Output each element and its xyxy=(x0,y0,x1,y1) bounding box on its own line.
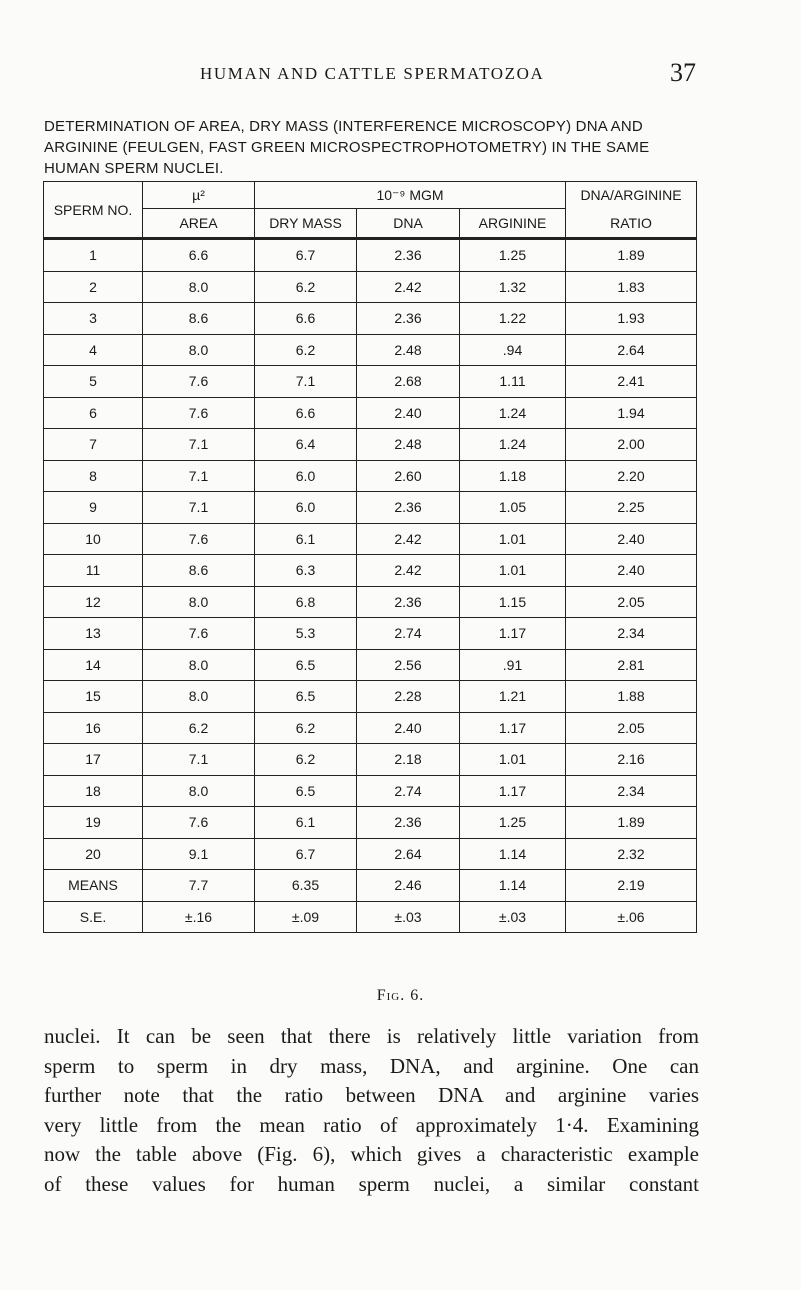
table-cell: 5.3 xyxy=(255,618,357,650)
table-cell: 6.3 xyxy=(255,555,357,587)
table-cell: 2.32 xyxy=(566,838,697,870)
table-cell: 2.64 xyxy=(357,838,460,870)
table-row xyxy=(44,555,697,587)
table-cell: ±.09 xyxy=(255,901,357,933)
table-cell: 8.6 xyxy=(143,555,255,587)
table-cell: 1.17 xyxy=(460,775,566,807)
table-cell: 1.01 xyxy=(460,555,566,587)
table-row xyxy=(44,586,697,618)
table-cell: 6.6 xyxy=(143,239,255,272)
table-cell: 2 xyxy=(44,271,143,303)
table-cell: 7.1 xyxy=(255,366,357,398)
table-row xyxy=(44,523,697,555)
table-cell: 2.36 xyxy=(357,303,460,335)
table-cell: 6.5 xyxy=(255,775,357,807)
table-cell: 7.6 xyxy=(143,523,255,555)
table-cell: 2.36 xyxy=(357,807,460,839)
header-dna: DNA xyxy=(357,209,460,239)
table-cell: 2.40 xyxy=(357,712,460,744)
header-area: AREA xyxy=(143,209,255,239)
table-cell: 2.64 xyxy=(566,334,697,366)
header-arginine: ARGININE xyxy=(460,209,566,239)
table-cell: 1.01 xyxy=(460,523,566,555)
table-cell: 12 xyxy=(44,586,143,618)
table-cell: 1.24 xyxy=(460,429,566,461)
table-cell: 1.17 xyxy=(460,618,566,650)
data-table xyxy=(43,181,697,933)
table-cell: 3 xyxy=(44,303,143,335)
body-paragraph xyxy=(44,1022,699,1199)
header-area-unit: µ² xyxy=(143,182,255,209)
table-cell: 6.8 xyxy=(255,586,357,618)
table-row xyxy=(44,366,697,398)
table-row xyxy=(44,744,697,776)
table-cell: 2.42 xyxy=(357,555,460,587)
body-line: very little from the mean ratio of approximately 1·4. Examining xyxy=(44,1112,699,1137)
table-cell: 1.25 xyxy=(460,239,566,272)
table-cell: 11 xyxy=(44,555,143,587)
table-cell: 8.0 xyxy=(143,681,255,713)
table-row xyxy=(44,239,697,272)
table-cell: 8.0 xyxy=(143,649,255,681)
table-cell: 6.6 xyxy=(255,397,357,429)
table-cell: 6.5 xyxy=(255,681,357,713)
table-row xyxy=(44,303,697,335)
table-header xyxy=(44,182,697,239)
caption-line: DETERMINATION OF AREA, DRY MASS (INTERFERENCE MICROSCOPY) DNA AND xyxy=(44,118,643,135)
table-cell: 16 xyxy=(44,712,143,744)
table-cell: 9.1 xyxy=(143,838,255,870)
table-cell: 7.6 xyxy=(143,397,255,429)
table-cell: 6.7 xyxy=(255,239,357,272)
caption-line: HUMAN SPERM NUCLEI. xyxy=(44,160,224,177)
table-cell: 2.18 xyxy=(357,744,460,776)
table-cell: 2.48 xyxy=(357,334,460,366)
table-cell: ±.06 xyxy=(566,901,697,933)
table-cell: 6.0 xyxy=(255,460,357,492)
header-sperm-no: SPERM NO. xyxy=(44,182,143,239)
table-cell: 7.6 xyxy=(143,366,255,398)
table-cell: 6.7 xyxy=(255,838,357,870)
table-cell: 2.05 xyxy=(566,712,697,744)
table-cell: 14 xyxy=(44,649,143,681)
table-cell: 1.18 xyxy=(460,460,566,492)
table-cell: MEANS xyxy=(44,870,143,902)
table-cell: 1.83 xyxy=(566,271,697,303)
table-row xyxy=(44,681,697,713)
table-cell: 8.0 xyxy=(143,775,255,807)
table-cell: 6.35 xyxy=(255,870,357,902)
table-cell: 2.68 xyxy=(357,366,460,398)
table-cell: 10 xyxy=(44,523,143,555)
table-cell: 2.00 xyxy=(566,429,697,461)
table-cell: 13 xyxy=(44,618,143,650)
table-cell: 7.1 xyxy=(143,460,255,492)
table-cell: 2.25 xyxy=(566,492,697,524)
table-cell: 1.22 xyxy=(460,303,566,335)
table-row xyxy=(44,870,697,902)
body-line: of these values for human sperm nuclei, a similar constant xyxy=(44,1171,699,1196)
table-cell: 1.15 xyxy=(460,586,566,618)
table-cell: 1 xyxy=(44,239,143,272)
table-cell: 1.93 xyxy=(566,303,697,335)
table-cell: 1.88 xyxy=(566,681,697,713)
table-cell: .91 xyxy=(460,649,566,681)
table-cell: 2.34 xyxy=(566,775,697,807)
table-cell: 6.2 xyxy=(255,744,357,776)
table-cell: 6.2 xyxy=(143,712,255,744)
table-cell: 1.05 xyxy=(460,492,566,524)
table-body xyxy=(44,239,697,933)
table-cell: 2.41 xyxy=(566,366,697,398)
table-cell: 1.25 xyxy=(460,807,566,839)
table-cell: 15 xyxy=(44,681,143,713)
table-cell: 1.89 xyxy=(566,239,697,272)
table-cell: 5 xyxy=(44,366,143,398)
table-cell: 6.1 xyxy=(255,523,357,555)
table-row xyxy=(44,334,697,366)
table-cell: 7 xyxy=(44,429,143,461)
table-row xyxy=(44,775,697,807)
table-row xyxy=(44,429,697,461)
table-cell: 1.32 xyxy=(460,271,566,303)
table-cell: ±.16 xyxy=(143,901,255,933)
table-cell: 18 xyxy=(44,775,143,807)
table-cell: 2.19 xyxy=(566,870,697,902)
table-cell: 7.1 xyxy=(143,492,255,524)
table-cell: 6.4 xyxy=(255,429,357,461)
table-cell: 2.34 xyxy=(566,618,697,650)
table-cell: 1.94 xyxy=(566,397,697,429)
table-row xyxy=(44,460,697,492)
table-caption xyxy=(44,116,744,179)
table-cell: 7.1 xyxy=(143,744,255,776)
header-dry-mass: DRY MASS xyxy=(255,209,357,239)
table-cell: ±.03 xyxy=(357,901,460,933)
table-cell: 2.28 xyxy=(357,681,460,713)
header-ratio: DNA/ARGININE xyxy=(566,182,697,209)
table-cell: 20 xyxy=(44,838,143,870)
caption-line: ARGININE (FEULGEN, FAST GREEN MICROSPECTROPHOTOMETRY) IN THE SAME xyxy=(44,139,650,156)
table-row xyxy=(44,838,697,870)
table-cell: 2.40 xyxy=(566,555,697,587)
running-head-title: HUMAN AND CATTLE SPERMATOZOA xyxy=(200,64,545,83)
table-cell: 1.14 xyxy=(460,870,566,902)
table-cell: 6.5 xyxy=(255,649,357,681)
table-cell: 2.42 xyxy=(357,271,460,303)
table-cell: 2.60 xyxy=(357,460,460,492)
table-cell: 4 xyxy=(44,334,143,366)
table-row xyxy=(44,712,697,744)
table-cell: 2.74 xyxy=(357,618,460,650)
table-cell: 2.81 xyxy=(566,649,697,681)
table-cell: 1.11 xyxy=(460,366,566,398)
table-cell: 2.36 xyxy=(357,492,460,524)
table-cell: 1.89 xyxy=(566,807,697,839)
table-cell: 2.56 xyxy=(357,649,460,681)
table-cell: 2.74 xyxy=(357,775,460,807)
table-cell: 1.01 xyxy=(460,744,566,776)
table-cell: 1.14 xyxy=(460,838,566,870)
table-cell: 6.2 xyxy=(255,334,357,366)
table-cell: 2.42 xyxy=(357,523,460,555)
table-cell: 6.0 xyxy=(255,492,357,524)
figure-label: Fig. 6. xyxy=(376,987,425,1004)
table-cell: S.E. xyxy=(44,901,143,933)
body-line: sperm to sperm in dry mass, DNA, and arginine. One can xyxy=(44,1053,699,1078)
table-cell: 2.05 xyxy=(566,586,697,618)
table-cell: ±.03 xyxy=(460,901,566,933)
table-cell: 8 xyxy=(44,460,143,492)
page-number: 37 xyxy=(670,58,696,87)
table-row xyxy=(44,649,697,681)
table-cell: 2.40 xyxy=(357,397,460,429)
table-cell: 2.16 xyxy=(566,744,697,776)
table-cell: 6.6 xyxy=(255,303,357,335)
body-line: now the table above (Fig. 6), which gives a characteristic example xyxy=(44,1142,699,1166)
table-cell: 7.1 xyxy=(143,429,255,461)
table-row xyxy=(44,397,697,429)
table-cell: 8.6 xyxy=(143,303,255,335)
header-ratio-2: RATIO xyxy=(566,209,697,239)
running-head xyxy=(0,58,801,100)
table-cell: 2.20 xyxy=(566,460,697,492)
header-mass-unit: 10⁻⁹ MGM xyxy=(255,182,566,209)
table-row xyxy=(44,271,697,303)
table-cell: 6.2 xyxy=(255,271,357,303)
table-cell: 1.24 xyxy=(460,397,566,429)
table-row xyxy=(44,807,697,839)
table-cell: 6.2 xyxy=(255,712,357,744)
table-row xyxy=(44,618,697,650)
table-cell: 2.40 xyxy=(566,523,697,555)
table-cell: 7.7 xyxy=(143,870,255,902)
table-cell: 6 xyxy=(44,397,143,429)
body-line: further note that the ratio between DNA and arginine varies xyxy=(44,1083,699,1107)
table-cell: 1.21 xyxy=(460,681,566,713)
table-cell: 9 xyxy=(44,492,143,524)
table-cell: 2.36 xyxy=(357,586,460,618)
table-cell: 8.0 xyxy=(143,271,255,303)
table-cell: 8.0 xyxy=(143,586,255,618)
table-cell: 19 xyxy=(44,807,143,839)
table-cell: 7.6 xyxy=(143,618,255,650)
table-cell: 17 xyxy=(44,744,143,776)
table-cell: 2.46 xyxy=(357,870,460,902)
table-cell: 6.1 xyxy=(255,807,357,839)
table-row xyxy=(44,492,697,524)
body-line: nuclei. It can be seen that there is relatively little variation from xyxy=(44,1024,699,1048)
table-cell: 2.48 xyxy=(357,429,460,461)
table-cell: 7.6 xyxy=(143,807,255,839)
table-cell: .94 xyxy=(460,334,566,366)
table-cell: 8.0 xyxy=(143,334,255,366)
table-row xyxy=(44,901,697,933)
table-cell: 2.36 xyxy=(357,239,460,272)
table-cell: 1.17 xyxy=(460,712,566,744)
